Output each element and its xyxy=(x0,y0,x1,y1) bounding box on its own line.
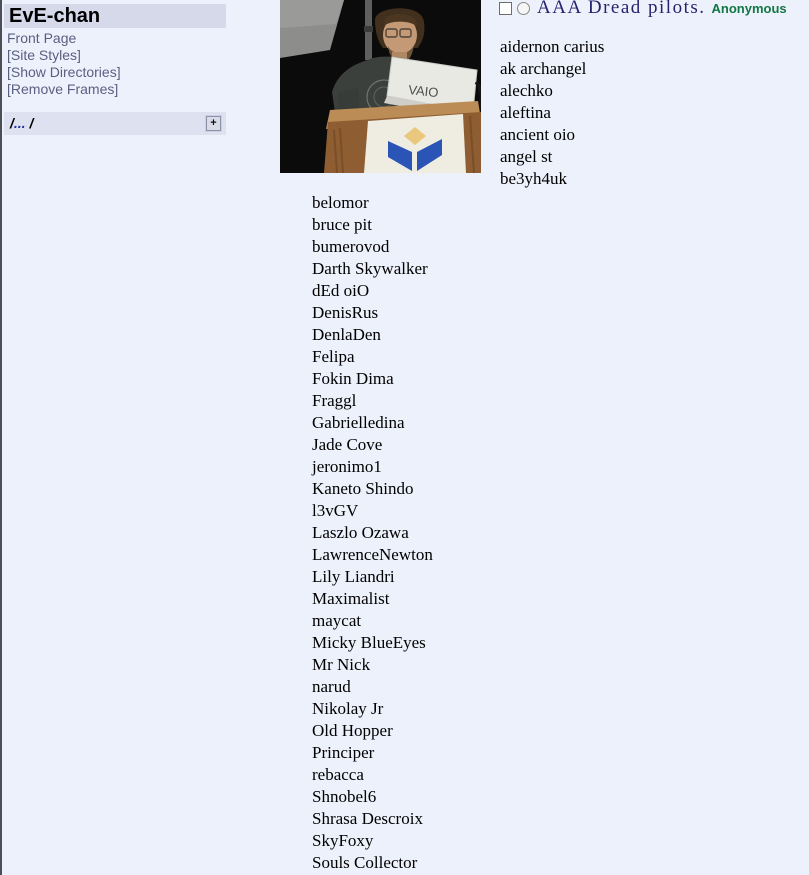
post-select-checkbox[interactable] xyxy=(499,2,512,15)
reply-name: Fraggl xyxy=(312,391,357,410)
laptop-brand-text: VAIO xyxy=(407,82,440,101)
sidebar-nav xyxy=(7,30,121,98)
reply-name: Maximalist xyxy=(312,589,390,608)
nav-link-show-directories[interactable]: [Show Directories] xyxy=(7,64,121,80)
reply-name: Nikolay Jr xyxy=(312,699,384,718)
reply-name: belomor xyxy=(312,193,369,212)
reply-list-beside-image xyxy=(500,36,604,190)
reply-name: aidernon carius xyxy=(500,37,605,56)
board-list-link[interactable]: ... xyxy=(13,115,26,131)
reply-name: narud xyxy=(312,677,351,696)
pole-bracket xyxy=(364,26,373,32)
reply-name: Gabrielledina xyxy=(312,413,405,432)
reply-name: Darth Skywalker xyxy=(312,259,428,278)
reply-name: l3vGV xyxy=(312,501,359,520)
expand-boards-button[interactable]: + xyxy=(206,116,221,131)
reply-name: Mr Nick xyxy=(312,655,371,674)
reply-name: Felipa xyxy=(312,347,355,366)
reply-name: Laszlo Ozawa xyxy=(312,523,409,542)
reply-name: ancient oio xyxy=(500,125,576,144)
poster-name: Anonymous xyxy=(711,0,787,16)
reply-name: jeronimo1 xyxy=(312,457,382,476)
board-slash-left: / xyxy=(10,115,14,131)
reply-name: Micky BlueEyes xyxy=(312,633,426,652)
reply-name: Lily Liandri xyxy=(312,567,395,586)
board-list-bar xyxy=(4,112,226,135)
reply-name: bumerovod xyxy=(312,237,390,256)
reply-name: maycat xyxy=(312,611,362,630)
reply-name: dEd oiO xyxy=(312,281,370,300)
thread-subject: AAA Dread pilots. xyxy=(537,0,706,18)
board-slash-right: / xyxy=(25,115,34,131)
reply-name: Shrasa Descroix xyxy=(312,809,423,828)
nav-link-remove-frames[interactable]: [Remove Frames] xyxy=(7,81,119,97)
post-select-radio[interactable] xyxy=(517,2,530,15)
reply-name: bruce pit xyxy=(312,215,372,234)
reply-name: LawrenceNewton xyxy=(312,545,433,564)
nav-link-front-page[interactable]: Front Page xyxy=(7,30,77,46)
reply-name: aleftina xyxy=(500,103,551,122)
reply-name: DenlaDen xyxy=(312,325,381,344)
reply-name: alechko xyxy=(500,81,553,100)
reply-name: Fokin Dima xyxy=(312,369,394,388)
reply-name: ak archangel xyxy=(500,59,587,78)
reply-name: rebacca xyxy=(312,765,364,784)
reply-list-below-image xyxy=(312,192,433,874)
reply-name: Principer xyxy=(312,743,375,762)
wall-corner-light xyxy=(280,0,344,28)
reply-name: Souls Collector xyxy=(312,853,418,872)
thread-image[interactable] xyxy=(280,0,481,173)
frame-border xyxy=(0,0,2,875)
reply-name: SkyFoxy xyxy=(312,831,374,850)
reply-name: be3yh4uk xyxy=(500,169,568,188)
reply-name: angel st xyxy=(500,147,553,166)
reply-name: DenisRus xyxy=(312,303,379,322)
reply-name: Old Hopper xyxy=(312,721,393,740)
podium xyxy=(324,101,481,173)
reply-name: Shnobel6 xyxy=(312,787,377,806)
thread-header-row xyxy=(499,0,787,19)
reply-name: Jade Cove xyxy=(312,435,383,454)
site-title: EvE-chan xyxy=(4,4,226,28)
nav-link-site-styles[interactable]: [Site Styles] xyxy=(7,47,81,63)
reply-name: Kaneto Shindo xyxy=(312,479,414,498)
